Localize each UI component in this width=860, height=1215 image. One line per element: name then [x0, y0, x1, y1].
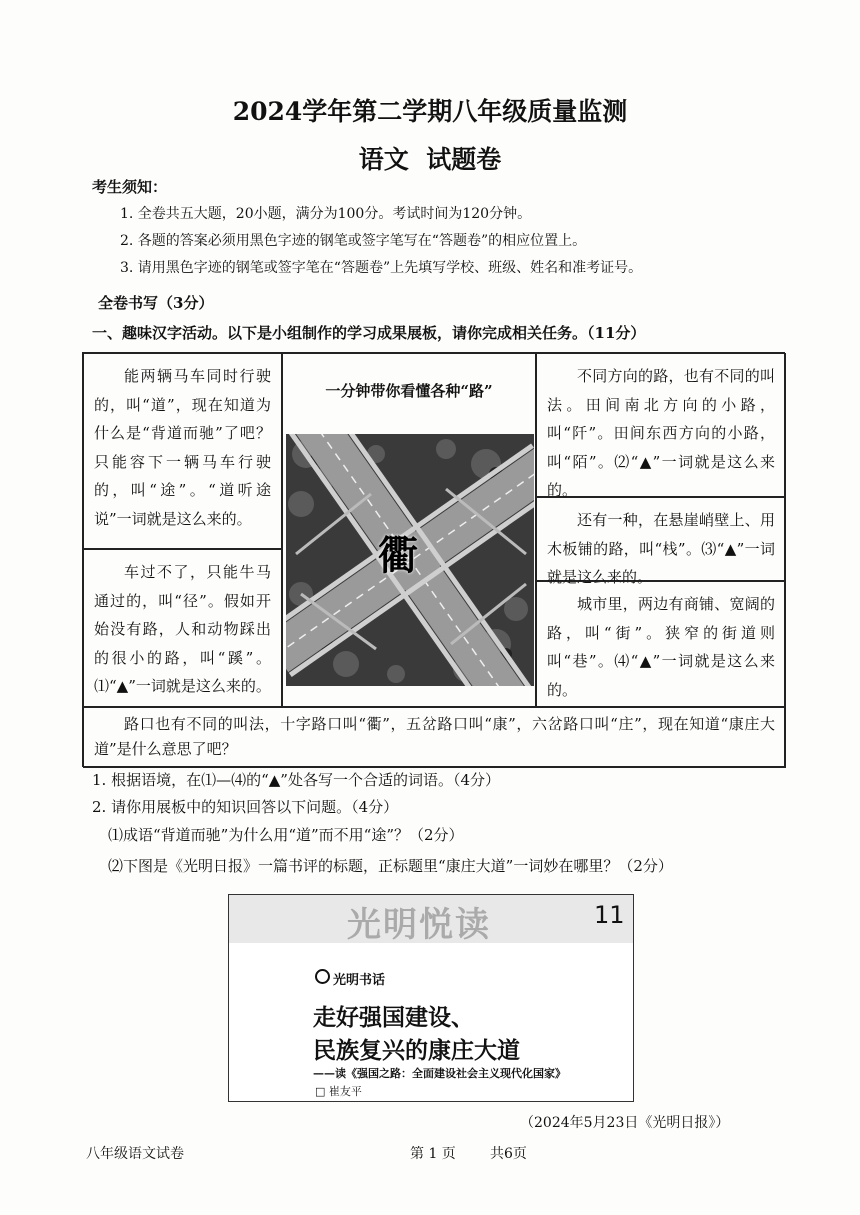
board-text-zhan: 还有一种，在悬崖峭壁上、用木板铺的路，叫“栈”。⑶“▲”一词就是这么来的。	[547, 511, 775, 586]
newspaper-clipping	[228, 894, 634, 1102]
question-2: 2. 请你用展板中的知识回答以下问题。（4分）	[92, 798, 399, 816]
board-cell-right-3	[536, 581, 786, 707]
board-text-jie-xiang: 城市里，两边有商铺、宽阔的路，叫“街”。狭窄的街道则叫“巷”。⑷“▲”一词就是这么来的。	[547, 595, 775, 699]
page-number: 11	[594, 901, 625, 929]
board-cell-bottom	[83, 707, 786, 768]
qu-character: 衢	[378, 532, 418, 579]
notice-heading: 考生须知：	[92, 178, 168, 196]
board-center-title: 一分钟带你看懂各种“路”	[325, 382, 493, 400]
masthead-title: 光明悦读	[347, 905, 491, 945]
headline-subhead: ——读《强国之路：全面建设社会主义现代化国家》	[313, 1067, 566, 1080]
newspaper-source: （2024年5月23日《光明日报》）	[520, 1115, 730, 1131]
column-name: 光明书话	[333, 973, 386, 988]
board-text-qian-mo: 不同方向的路，也有不同的叫法。田间南北方向的小路，叫“阡”。田间东西方向的小路，叫“陌”。⑵“▲”一词就是这么来的。	[547, 367, 775, 499]
notice-item-3: 3. 请用黑色字迹的钢笔或签字笔在“答题卷”上先填写学校、班级、姓名和准考证号。	[120, 260, 643, 276]
board-text-kang-zhuang: 路口也有不同的叫法，十字路口叫“衢”，五岔路口叫“康”，六岔路口叫“庄”，现在知道“康庄大道”是什么意思了吧？	[94, 715, 775, 758]
board-cell-right-2	[536, 497, 786, 586]
exam-title: 2024学年第二学期八年级质量监测	[232, 97, 628, 126]
crossroads-aerial-image	[286, 434, 534, 686]
footer-total: 共6页	[490, 1146, 527, 1162]
handwriting-score: 全卷书写（3分）	[98, 294, 214, 312]
headline-line-2: 民族复兴的康庄大道	[313, 1037, 520, 1064]
headline-line-1: 走好强国建设、	[313, 1004, 474, 1031]
question-2-1: ⑴成语“背道而驰”为什么用“道”而不用“途”？（2分）	[108, 826, 464, 844]
footer-page: 第 1 页	[410, 1146, 456, 1162]
notice-item-1: 1. 全卷共五大题，20小题，满分为100分。考试时间为120分钟。	[120, 206, 532, 222]
column-logo-icon	[315, 969, 330, 984]
exam-subtitle: 语文 试题卷	[358, 145, 502, 174]
board-cell-left-top	[83, 353, 282, 549]
board-text-jing-xi: 车过不了，只能牛马通过的，叫“径”。假如开始没有路，人和动物踩出的很小的路，叫“蹊”。⑴“▲”一词就是这么来的。	[94, 563, 271, 695]
board-cell-left-bottom	[83, 549, 282, 707]
question-1: 1. 根据语境，在⑴—⑷的“▲”处各写一个合适的词语。（4分）	[92, 771, 500, 789]
display-board	[82, 352, 785, 767]
board-text-dao-tu: 能两辆马车同时行驶的，叫“道”，现在知道为什么是“背道而驰”了吧？只能容下一辆马车行驶的，叫“途”。“道听途说”一词就是这么来的。	[94, 367, 271, 528]
question-2-2: ⑵下图是《光明日报》一篇书评的标题，正标题里“康庄大道”一词妙在哪里？（2分）	[108, 857, 673, 875]
notice-item-2: 2. 各题的答案必须用黑色字迹的钢笔或签字笔写在“答题卷”的相应位置上。	[120, 233, 587, 249]
board-cell-center	[282, 353, 536, 707]
article-author: □ 崔友平	[315, 1085, 362, 1098]
footer-exam-name: 八年级语文试卷	[86, 1146, 184, 1162]
section-1-heading: 一、趣味汉字活动。以下是小组制作的学习成果展板，请你完成相关任务。（11分）	[92, 324, 646, 342]
board-cell-right-1	[536, 353, 786, 497]
